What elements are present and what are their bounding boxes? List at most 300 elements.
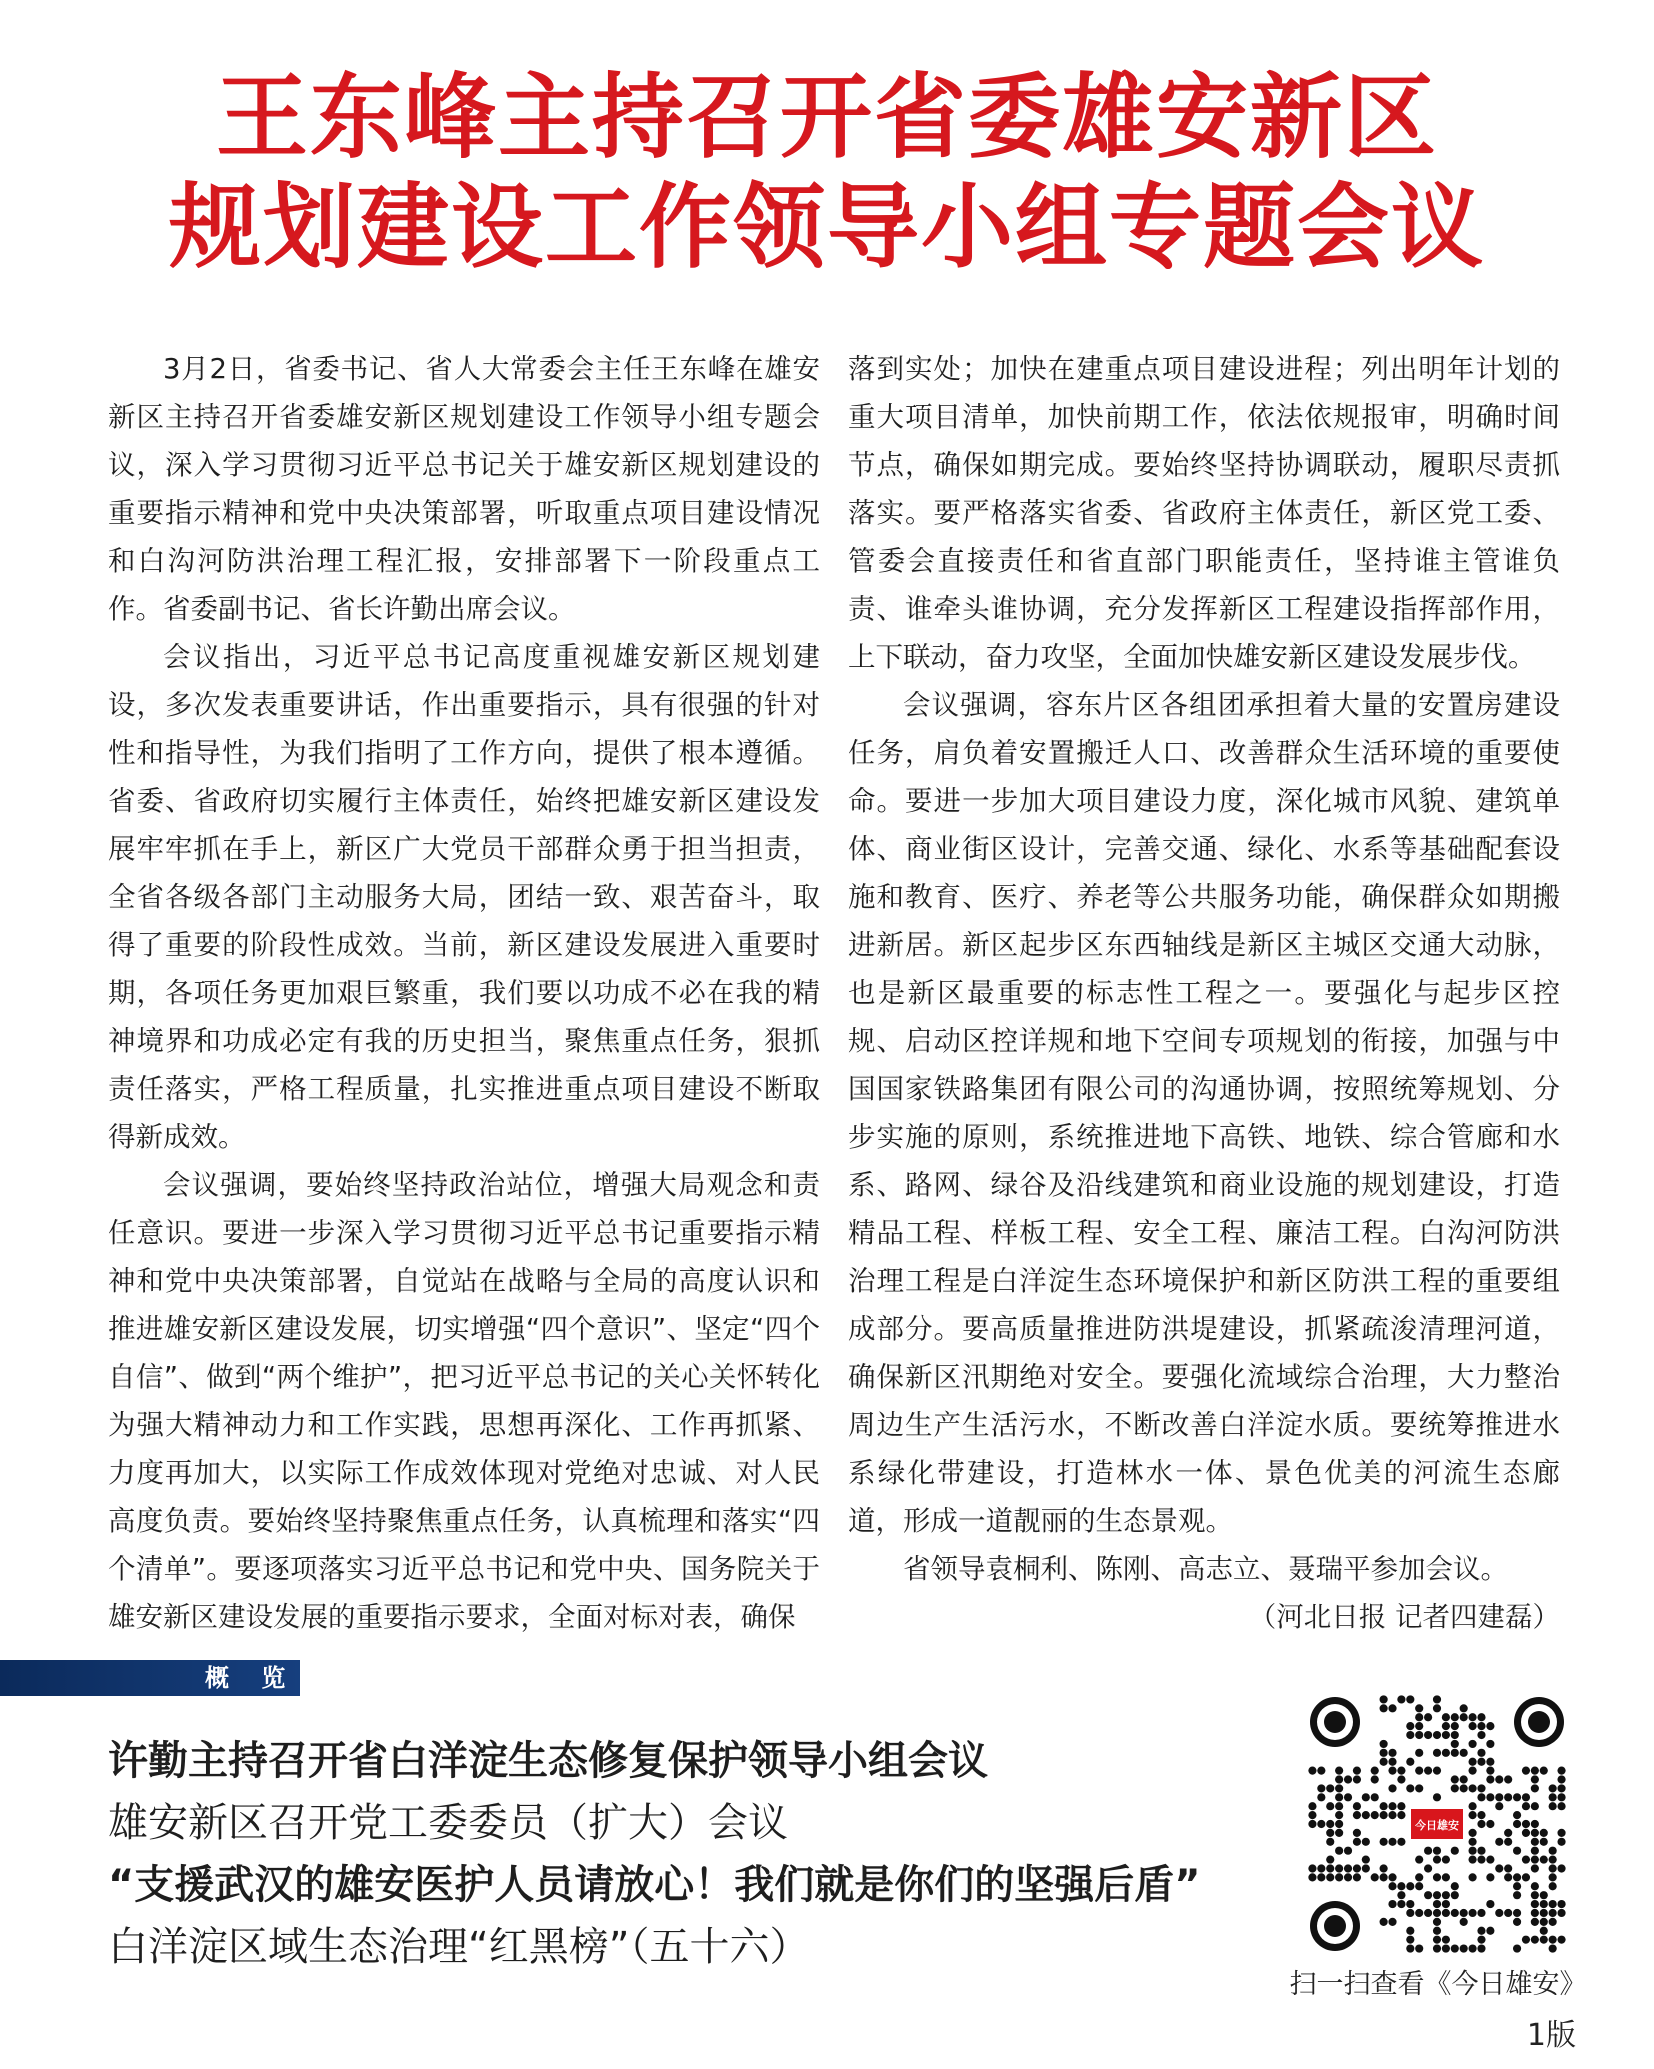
qr-module bbox=[1557, 1909, 1565, 1917]
qr-module bbox=[1353, 1767, 1361, 1775]
qr-module bbox=[1495, 1864, 1503, 1872]
qr-module bbox=[1335, 1784, 1343, 1792]
qr-module bbox=[1442, 1944, 1450, 1952]
qr-module bbox=[1433, 1847, 1441, 1855]
qr-module bbox=[1531, 1900, 1539, 1908]
qr-module bbox=[1371, 1873, 1379, 1881]
qr-module bbox=[1424, 1713, 1432, 1721]
qr-module bbox=[1415, 1704, 1423, 1712]
qr-module bbox=[1549, 1847, 1557, 1855]
qr-module bbox=[1415, 1722, 1423, 1730]
qr-module bbox=[1522, 1936, 1530, 1944]
qr-module bbox=[1531, 1847, 1539, 1855]
qr-module bbox=[1513, 1873, 1521, 1881]
qr-module bbox=[1557, 1784, 1565, 1792]
qr-module bbox=[1477, 1758, 1485, 1766]
qr-module bbox=[1557, 1775, 1565, 1783]
qr-module bbox=[1522, 1873, 1530, 1881]
qr-module bbox=[1486, 1820, 1494, 1828]
qr-module bbox=[1531, 1829, 1539, 1837]
qr-module bbox=[1504, 1775, 1512, 1783]
qr-module bbox=[1326, 1855, 1334, 1863]
qr-module bbox=[1522, 1820, 1530, 1828]
qr-module bbox=[1308, 1820, 1316, 1828]
qr-module bbox=[1380, 1758, 1388, 1766]
qr-code[interactable] bbox=[1308, 1695, 1566, 1953]
qr-module bbox=[1388, 1767, 1396, 1775]
qr-module bbox=[1433, 1704, 1441, 1712]
qr-module bbox=[1531, 1936, 1539, 1944]
article-paragraph: 会议强调，容东片区各组团承担着大量的安置房建设任务，肩负着安置搬迁人口、改善群众生活环境的重要使命。要进一步加大项目建设力度，深化城市风貌、建筑单体、商业街区设计，完善交通、绿化、水系等基础配套设施和教育、医疗、养老等公共服务功能，确保群众如期搬进新居。新区起步区东西轴线是新区主城区交通大动脉，也是新区最重要的标志性工程之一。要强化与起步区控规、启动区控详规和地下空间专项规划的衔接，加强与中国国家铁路集团有限公司的沟通协调，按照统筹规划、分步实施的原则，系统推进地下高铁、地铁、综合管廊和水系、路网、绿谷及沿线建筑和商业设施的规划建设，打造精品工程、样板工程、安全工程、廉洁工程。白沟河防洪治理工程是白洋淀生态环境保护和新区防洪工程的重要组成部分。要高质量推进防洪堤建设，抓紧疏浚清理河道，确保新区汛期绝对安全。要强化流域综合治理，大力整治周边生产生活污水，不断改善白洋淀水质。要统筹推进水系绿化带建设，打造林水一体、景色优美的河流生态廊道，形成一道靓丽的生态景观。 bbox=[848, 689, 1560, 1537]
qr-module bbox=[1335, 1767, 1343, 1775]
qr-module bbox=[1549, 1784, 1557, 1792]
qr-module bbox=[1326, 1802, 1334, 1810]
qr-module bbox=[1406, 1900, 1414, 1908]
qr-module bbox=[1388, 1802, 1396, 1810]
overview-item[interactable]: “支援武汉的雄安医护人员请放心！我们就是你们的坚强后盾” bbox=[108, 1862, 1201, 1908]
qr-module bbox=[1397, 1882, 1405, 1890]
qr-module bbox=[1468, 1811, 1476, 1819]
qr-module bbox=[1557, 1767, 1565, 1775]
qr-module bbox=[1504, 1909, 1512, 1917]
qr-module bbox=[1504, 1829, 1512, 1837]
qr-module bbox=[1531, 1820, 1539, 1828]
qr-logo-text: 今日雄安 bbox=[1415, 1819, 1459, 1832]
qr-module bbox=[1308, 1802, 1316, 1810]
qr-module bbox=[1531, 1784, 1539, 1792]
qr-module bbox=[1433, 1695, 1441, 1703]
qr-module bbox=[1477, 1944, 1485, 1952]
qr-module bbox=[1477, 1793, 1485, 1801]
qr-module bbox=[1486, 1873, 1494, 1881]
qr-module bbox=[1388, 1704, 1396, 1712]
qr-module bbox=[1531, 1864, 1539, 1872]
qr-module bbox=[1522, 1855, 1530, 1863]
qr-module bbox=[1388, 1749, 1396, 1757]
headline-line-2: 规划建设工作领导小组专题会议 bbox=[168, 173, 1485, 281]
qr-module bbox=[1513, 1793, 1521, 1801]
qr-code-graphic bbox=[1308, 1695, 1566, 1953]
qr-module bbox=[1380, 1704, 1388, 1712]
qr-module bbox=[1468, 1855, 1476, 1863]
qr-module bbox=[1468, 1829, 1476, 1837]
qr-module bbox=[1388, 1758, 1396, 1766]
qr-module bbox=[1397, 1767, 1405, 1775]
qr-module bbox=[1451, 1909, 1459, 1917]
qr-module bbox=[1460, 1944, 1468, 1952]
article-paragraph: 会议指出，习近平总书记高度重视雄安新区规划建设，多次发表重要讲话，作出重要指示，具有很强的针对性和指导性，为我们指明了工作方向，提供了根本遵循。省委、省政府切实履行主体责任，始终把雄安新区建设发展牢牢抓在手上，新区广大党员干部群众勇于担当担责，全省各级各部门主动服务大局，团结一致、艰苦奋斗，取得了重要的阶段性成效。当前，新区建设发展进入重要时期，各项任务更加艰巨繁重，我们要以功成不必在我的精神境界和功成必定有我的历史担当，聚焦重点任务，狠抓责任落实，严格工程质量，扎实推进重点项目建设不断取得新成效。 bbox=[108, 641, 820, 1153]
qr-module bbox=[1549, 1900, 1557, 1908]
qr-module bbox=[1326, 1864, 1334, 1872]
qr-module bbox=[1415, 1909, 1423, 1917]
qr-module bbox=[1371, 1811, 1379, 1819]
qr-module bbox=[1540, 1838, 1548, 1846]
qr-module bbox=[1513, 1918, 1521, 1926]
page-number: 1版 bbox=[1526, 2018, 1576, 2053]
qr-module bbox=[1495, 1793, 1503, 1801]
qr-module bbox=[1424, 1767, 1432, 1775]
qr-module bbox=[1477, 1820, 1485, 1828]
qr-module bbox=[1540, 1891, 1548, 1899]
qr-module bbox=[1495, 1775, 1503, 1783]
qr-module bbox=[1468, 1767, 1476, 1775]
qr-module bbox=[1424, 1864, 1432, 1872]
qr-module bbox=[1540, 1936, 1548, 1944]
qr-module bbox=[1522, 1829, 1530, 1837]
qr-module bbox=[1557, 1936, 1565, 1944]
qr-module bbox=[1451, 1731, 1459, 1739]
qr-module bbox=[1460, 1775, 1468, 1783]
qr-module bbox=[1451, 1944, 1459, 1952]
qr-module bbox=[1549, 1873, 1557, 1881]
qr-module bbox=[1406, 1882, 1414, 1890]
qr-module bbox=[1442, 1909, 1450, 1917]
qr-module bbox=[1353, 1775, 1361, 1783]
qr-module bbox=[1468, 1847, 1476, 1855]
qr-module bbox=[1549, 1793, 1557, 1801]
qr-module bbox=[1451, 1722, 1459, 1730]
qr-module bbox=[1531, 1882, 1539, 1890]
qr-module bbox=[1549, 1909, 1557, 1917]
qr-module bbox=[1504, 1793, 1512, 1801]
qr-module bbox=[1353, 1864, 1361, 1872]
qr-module bbox=[1433, 1749, 1441, 1757]
qr-module bbox=[1335, 1829, 1343, 1837]
qr-module bbox=[1486, 1758, 1494, 1766]
qr-module bbox=[1504, 1838, 1512, 1846]
qr-module bbox=[1433, 1927, 1441, 1935]
qr-module bbox=[1468, 1758, 1476, 1766]
qr-module bbox=[1406, 1758, 1414, 1766]
qr-module bbox=[1335, 1873, 1343, 1881]
qr-module bbox=[1326, 1784, 1334, 1792]
qr-module bbox=[1397, 1802, 1405, 1810]
qr-module bbox=[1317, 1793, 1325, 1801]
qr-module bbox=[1380, 1695, 1388, 1703]
qr-module bbox=[1531, 1802, 1539, 1810]
qr-module bbox=[1353, 1829, 1361, 1837]
qr-module bbox=[1326, 1873, 1334, 1881]
qr-module bbox=[1335, 1802, 1343, 1810]
qr-module bbox=[1433, 1944, 1441, 1952]
qr-module bbox=[1371, 1767, 1379, 1775]
qr-module bbox=[1335, 1847, 1343, 1855]
article-paragraph-continued: 落到实处；加快在建重点项目建设进程；列出明年计划的重大项目清单，加快前期工作，依法依规报审，明确时间节点，确保如期完成。要始终坚持协调联动，履职尽责抓落实。要严格落实省委、省政府主体责任，新区党工委、管委会直接责任和省直部门职能责任，坚持谁主管谁负责、谁牵头谁协调，充分发挥新区工程建设指挥部作用，上下联动，奋力攻坚，全面加快雄安新区建设发展步伐。 bbox=[848, 353, 1560, 673]
qr-module bbox=[1362, 1838, 1370, 1846]
qr-module bbox=[1353, 1873, 1361, 1881]
qr-module bbox=[1442, 1855, 1450, 1863]
qr-module bbox=[1397, 1891, 1405, 1899]
qr-module bbox=[1451, 1713, 1459, 1721]
qr-module bbox=[1549, 1944, 1557, 1952]
qr-module bbox=[1424, 1891, 1432, 1899]
qr-module bbox=[1477, 1722, 1485, 1730]
qr-module bbox=[1468, 1873, 1476, 1881]
qr-module bbox=[1388, 1900, 1396, 1908]
qr-module bbox=[1380, 1838, 1388, 1846]
qr-module bbox=[1477, 1713, 1485, 1721]
qr-module bbox=[1531, 1909, 1539, 1917]
qr-module bbox=[1540, 1855, 1548, 1863]
headline bbox=[0, 62, 1654, 282]
qr-module bbox=[1362, 1793, 1370, 1801]
qr-module bbox=[1380, 1873, 1388, 1881]
qr-module bbox=[1388, 1838, 1396, 1846]
qr-module bbox=[1406, 1936, 1414, 1944]
qr-module bbox=[1344, 1775, 1352, 1783]
qr-module bbox=[1460, 1909, 1468, 1917]
qr-module bbox=[1477, 1927, 1485, 1935]
qr-module bbox=[1415, 1767, 1423, 1775]
qr-module bbox=[1549, 1864, 1557, 1872]
qr-module bbox=[1335, 1793, 1343, 1801]
qr-module bbox=[1353, 1802, 1361, 1810]
qr-module bbox=[1388, 1882, 1396, 1890]
qr-module bbox=[1531, 1891, 1539, 1899]
qr-module bbox=[1460, 1713, 1468, 1721]
qr-module bbox=[1531, 1838, 1539, 1846]
qr-module bbox=[1442, 1873, 1450, 1881]
qr-module bbox=[1486, 1722, 1494, 1730]
qr-module bbox=[1557, 1864, 1565, 1872]
qr-module bbox=[1486, 1900, 1494, 1908]
qr-module bbox=[1513, 1820, 1521, 1828]
qr-module bbox=[1406, 1722, 1414, 1730]
qr-module bbox=[1406, 1944, 1414, 1952]
qr-module bbox=[1513, 1909, 1521, 1917]
qr-module bbox=[1557, 1838, 1565, 1846]
qr-module bbox=[1460, 1704, 1468, 1712]
qr-finder-bottom-left bbox=[1310, 1901, 1360, 1951]
qr-module bbox=[1308, 1811, 1316, 1819]
qr-module bbox=[1495, 1802, 1503, 1810]
qr-module bbox=[1406, 1909, 1414, 1917]
qr-module bbox=[1362, 1811, 1370, 1819]
qr-module bbox=[1433, 1936, 1441, 1944]
qr-module bbox=[1495, 1838, 1503, 1846]
qr-module bbox=[1477, 1784, 1485, 1792]
qr-module bbox=[1540, 1927, 1548, 1935]
qr-finder-top-right bbox=[1514, 1697, 1564, 1747]
qr-module bbox=[1477, 1936, 1485, 1944]
qr-module bbox=[1451, 1775, 1459, 1783]
overview-item[interactable]: 雄安新区召开党工委委员（扩大）会议 bbox=[108, 1800, 788, 1846]
qr-module bbox=[1344, 1793, 1352, 1801]
qr-module bbox=[1380, 1740, 1388, 1748]
overview-label: 概 览 bbox=[205, 1664, 298, 1692]
qr-module bbox=[1344, 1847, 1352, 1855]
qr-module bbox=[1433, 1855, 1441, 1863]
qr-module bbox=[1531, 1767, 1539, 1775]
qr-module bbox=[1486, 1740, 1494, 1748]
qr-module bbox=[1477, 1749, 1485, 1757]
qr-module bbox=[1557, 1793, 1565, 1801]
qr-module bbox=[1460, 1749, 1468, 1757]
qr-finder-top-left bbox=[1310, 1697, 1360, 1747]
qr-module bbox=[1451, 1740, 1459, 1748]
qr-module bbox=[1397, 1811, 1405, 1819]
qr-module bbox=[1415, 1784, 1423, 1792]
qr-module bbox=[1415, 1944, 1423, 1952]
qr-module bbox=[1451, 1891, 1459, 1899]
qr-module bbox=[1477, 1909, 1485, 1917]
qr-module bbox=[1522, 1793, 1530, 1801]
qr-module bbox=[1371, 1775, 1379, 1783]
qr-module bbox=[1415, 1749, 1423, 1757]
qr-module bbox=[1433, 1918, 1441, 1926]
qr-module bbox=[1344, 1873, 1352, 1881]
qr-module bbox=[1540, 1829, 1548, 1837]
qr-module bbox=[1335, 1864, 1343, 1872]
overview-item[interactable]: 许勤主持召开省白洋淀生态修复保护领导小组会议 bbox=[108, 1738, 988, 1784]
qr-module bbox=[1388, 1784, 1396, 1792]
headline-line-1: 王东峰主持召开省委雄安新区 bbox=[215, 63, 1438, 171]
qr-module bbox=[1468, 1838, 1476, 1846]
qr-module bbox=[1371, 1793, 1379, 1801]
qr-module bbox=[1468, 1944, 1476, 1952]
qr-module bbox=[1326, 1820, 1334, 1828]
qr-module bbox=[1549, 1918, 1557, 1926]
qr-module bbox=[1424, 1731, 1432, 1739]
qr-module bbox=[1460, 1784, 1468, 1792]
qr-module bbox=[1433, 1900, 1441, 1908]
qr-module bbox=[1424, 1909, 1432, 1917]
qr-module bbox=[1406, 1784, 1414, 1792]
qr-module bbox=[1549, 1936, 1557, 1944]
qr-module bbox=[1442, 1900, 1450, 1908]
qr-module bbox=[1388, 1811, 1396, 1819]
qr-module bbox=[1442, 1713, 1450, 1721]
article-right-column bbox=[848, 345, 1560, 1641]
qr-module bbox=[1380, 1811, 1388, 1819]
qr-module bbox=[1549, 1882, 1557, 1890]
qr-module bbox=[1442, 1936, 1450, 1944]
qr-module bbox=[1513, 1891, 1521, 1899]
qr-module bbox=[1433, 1767, 1441, 1775]
qr-module bbox=[1442, 1749, 1450, 1757]
qr-module bbox=[1415, 1882, 1423, 1890]
qr-module bbox=[1317, 1873, 1325, 1881]
article-left-column bbox=[108, 345, 820, 1641]
qr-module bbox=[1397, 1900, 1405, 1908]
qr-module bbox=[1308, 1767, 1316, 1775]
qr-module bbox=[1477, 1731, 1485, 1739]
qr-module bbox=[1388, 1873, 1396, 1881]
qr-module bbox=[1540, 1918, 1548, 1926]
qr-module bbox=[1557, 1900, 1565, 1908]
qr-module bbox=[1557, 1802, 1565, 1810]
qr-module bbox=[1522, 1767, 1530, 1775]
qr-module bbox=[1353, 1811, 1361, 1819]
qr-module bbox=[1344, 1864, 1352, 1872]
qr-module bbox=[1468, 1713, 1476, 1721]
qr-module bbox=[1486, 1927, 1494, 1935]
qr-module bbox=[1415, 1731, 1423, 1739]
qr-module bbox=[1549, 1802, 1557, 1810]
qr-module bbox=[1308, 1873, 1316, 1881]
qr-module bbox=[1308, 1864, 1316, 1872]
qr-module bbox=[1442, 1891, 1450, 1899]
qr-module bbox=[1486, 1775, 1494, 1783]
qr-module bbox=[1380, 1802, 1388, 1810]
qr-module bbox=[1335, 1811, 1343, 1819]
qr-module bbox=[1451, 1749, 1459, 1757]
qr-module bbox=[1317, 1820, 1325, 1828]
qr-module bbox=[1460, 1918, 1468, 1926]
article-paragraph: 3月2日，省委书记、省人大常委会主任王东峰在雄安新区主持召开省委雄安新区规划建设工作领导小组专题会议，深入学习贯彻习近平总书记关于雄安新区规划建设的重要指示精神和党中央决策部署，听取重点项目建设情况和白沟河防洪治理工程汇报，安排部署下一阶段重点工作。省委副书记、省长许勤出席会议。 bbox=[108, 353, 820, 625]
qr-module bbox=[1317, 1767, 1325, 1775]
qr-module bbox=[1540, 1900, 1548, 1908]
overview-item[interactable]: 白洋淀区域生态治理“红黑榜”（五十六） bbox=[108, 1924, 810, 1970]
qr-module bbox=[1522, 1802, 1530, 1810]
qr-module bbox=[1415, 1873, 1423, 1881]
qr-module bbox=[1540, 1909, 1548, 1917]
qr-module bbox=[1415, 1713, 1423, 1721]
qr-module bbox=[1380, 1918, 1388, 1926]
qr-module bbox=[1540, 1767, 1548, 1775]
qr-module bbox=[1335, 1820, 1343, 1828]
qr-module bbox=[1451, 1847, 1459, 1855]
qr-module bbox=[1513, 1882, 1521, 1890]
qr-module bbox=[1397, 1695, 1405, 1703]
qr-module bbox=[1531, 1775, 1539, 1783]
qr-module bbox=[1326, 1838, 1334, 1846]
qr-module bbox=[1513, 1847, 1521, 1855]
qr-module bbox=[1477, 1847, 1485, 1855]
qr-module bbox=[1397, 1838, 1405, 1846]
qr-module bbox=[1442, 1731, 1450, 1739]
qr-module bbox=[1451, 1882, 1459, 1890]
qr-module bbox=[1362, 1864, 1370, 1872]
qr-module bbox=[1504, 1864, 1512, 1872]
qr-module bbox=[1424, 1847, 1432, 1855]
qr-caption: 扫一扫查看《今日雄安》 bbox=[1289, 1969, 1587, 2000]
attendees-paragraph: 省领导袁桐利、陈刚、高志立、聂瑞平参加会议。 bbox=[903, 1553, 1508, 1585]
qr-module bbox=[1451, 1784, 1459, 1792]
qr-module bbox=[1549, 1855, 1557, 1863]
qr-module bbox=[1406, 1695, 1414, 1703]
byline: （河北日报 记者四建磊） bbox=[1248, 1601, 1560, 1633]
qr-module bbox=[1486, 1793, 1494, 1801]
qr-module bbox=[1442, 1722, 1450, 1730]
qr-module bbox=[1353, 1838, 1361, 1846]
qr-module bbox=[1433, 1873, 1441, 1881]
qr-module bbox=[1557, 1829, 1565, 1837]
qr-module bbox=[1477, 1811, 1485, 1819]
overview-list bbox=[108, 1730, 1208, 1978]
qr-module bbox=[1380, 1749, 1388, 1757]
qr-module bbox=[1531, 1855, 1539, 1863]
qr-module bbox=[1326, 1829, 1334, 1837]
qr-module bbox=[1380, 1864, 1388, 1872]
qr-module bbox=[1531, 1918, 1539, 1926]
qr-module bbox=[1468, 1722, 1476, 1730]
qr-module bbox=[1433, 1891, 1441, 1899]
qr-module bbox=[1468, 1802, 1476, 1810]
qr-module bbox=[1513, 1811, 1521, 1819]
qr-module bbox=[1486, 1855, 1494, 1863]
qr-module bbox=[1433, 1909, 1441, 1917]
qr-module bbox=[1468, 1784, 1476, 1792]
qr-module bbox=[1406, 1731, 1414, 1739]
qr-module bbox=[1486, 1767, 1494, 1775]
qr-module bbox=[1406, 1927, 1414, 1935]
qr-module bbox=[1433, 1793, 1441, 1801]
qr-module bbox=[1335, 1775, 1343, 1783]
qr-module bbox=[1477, 1855, 1485, 1863]
qr-module bbox=[1433, 1731, 1441, 1739]
qr-module bbox=[1397, 1775, 1405, 1783]
